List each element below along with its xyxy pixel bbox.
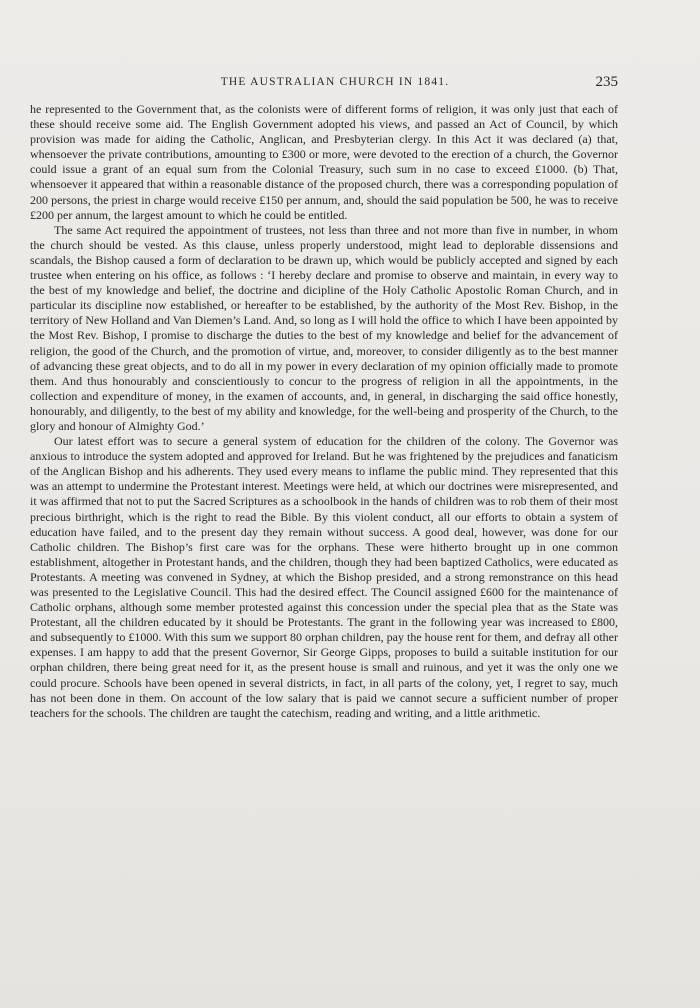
paragraph-continued: he represented to the Government that, as the colonists were of different forms of religion, it was only just that each of these should receive some aid. The English Government adopted his views, and passed an Act of Council, by which provision was made for aiding the Catholic, Anglican, and Presbyterian clergy. In this Act it was declared (a) that, whensoever the private contributions, amounting to £300 or more, were devoted to the erection of a church, the Governor could issue a grant of an equal sum from the Colonial Treasury, such sum in no case to exceed £1000. (b) That, whensoever it appeared that within a reasonable distance of the proposed church, there was a corresponding population of 200 persons, the priest in charge would receive £150 per annum, and, should the said population be 500, he was to receive £200 per annum, the largest amount to which he could be entitled. xyxy=(30,102,618,222)
paragraph-education: Our latest effort was to secure a general system of education for the children of the colony. The Governor was anxious to introduce the system adopted and approved for Ireland. But he was frightened by the prejudices and fanaticism of the Anglican Bishop and his adherents. They used every means to inflame the public mind. They represented that this was an attempt to undermine the Protestant interest. Meetings were held, at which our doctrines were misrepresented, and it was affirmed that not to put the Sacred Scriptures as a schoolbook in the hands of children was to rob them of their most precious birthright, which is the right to read the Bible. By this violent conduct, all our efforts to obtain a system of education have failed, and to the present day they remain without success. A good deal, however, was done for our Catholic children. The Bishop’s first care was for the orphans. These were hitherto brought up in one common establishment, altogether in Protestant hands, and the children, though they had been baptized Catholics, were educated as Protestants. A meeting was convened in Sydney, at which the Bishop presided, and a strong remonstrance on this head was presented to the Legislative Council. This had the desired effect. The Council assigned £600 for the maintenance of Catholic orphans, although some member protested against this concession under the special plea that as the State was Protestant, all the children educated by it should be Protestants. The grant in the following year was increased to £800, and subsequently to £1000. With this sum we support 80 orphan children, pay the house rent for them, and defray all other expenses. I am happy to add that the present Governor, Sir George Gipps, proposes to build a suitable institution for our orphan children, there being great need for it, as the present house is small and ruinous, and yet it was the only one we could procure. Schools have been opened in several districts, in fact, in all parts of the colony, yet, I regret to say, much has not been done in them. On account of the low salary that is paid we cannot secure a sufficient number of proper teachers for the schools. The children are taught the catechism, reading and writing, and a little arithmetic. xyxy=(30,434,618,720)
running-head xyxy=(30,74,618,94)
paragraph-trustees: The same Act required the appointment of trustees, not less than three and not more than five in number, in whom the church should be vested. As this clause, unless properly understood, might lead to deplorable dissensions and scandals, the Bishop caused a form of declaration to be drawn up, which would be publicly accepted and signed by each trustee when entering on his office, as follows : ‘I hereby declare and promise to observe and maintain, in every way to the best of my knowledge and belief, the doctrine and dicipline of the Holy Catholic Apostolic Roman Church, and in particular its discipline now established, or hereafter to be established, by the authority of the Most Rev. Bishop, in the territory of New Holland and Van Diemen’s Land. And, so long as I will hold the office to which I have been appointed by the Most Rev. Bishop, I promise to discharge the duties to the best of my knowledge and belief for the advancement of religion, the good of the Church, and the promotion of virtue, and, moreover, to consider diligently as to the best manner of advancing these great objects, and to do all in my power in every declaration of my opinion officially made to promote them. And thus honourably and conscientiously to concur to the progress of religion in all the appointments, in the collection and expenditure of money, in the examen of accounts, and, in general, in discharging the said office honestly, honourably, and diligently, to the best of my ability and knowledge, for the well-being and prosperity of the Church, to the glory and honour of Almighty God.’ xyxy=(30,222,618,433)
running-title: THE AUSTRALIAN CHURCH IN 1841. xyxy=(220,76,450,88)
page-number: 235 xyxy=(595,74,618,90)
body-text xyxy=(30,102,618,721)
